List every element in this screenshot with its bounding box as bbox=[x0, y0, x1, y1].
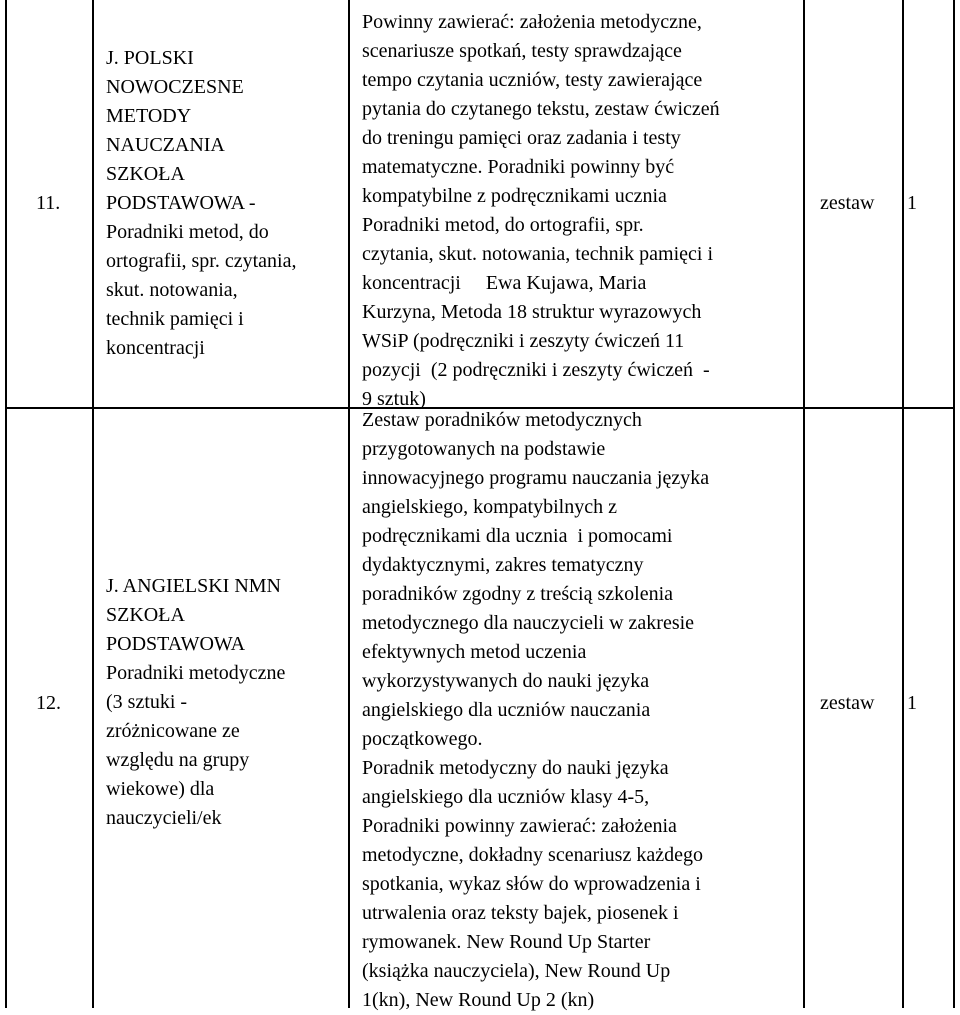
item-quantity: 1 bbox=[907, 192, 917, 214]
table-border-col4 bbox=[902, 0, 904, 1008]
table-border-col1 bbox=[92, 0, 94, 1008]
table-border-left bbox=[5, 0, 7, 1008]
row-number: 11. bbox=[36, 192, 61, 214]
item-description: Zestaw poradników metodycznych przygotowanych na podstawie innowacyjnego programu nauczania języka angielskiego, kompatybilnych z podręcznikami dla ucznia i pomocami dydaktycznymi, zakres tematyczny poradników zgodny z treścią szkolenia metodycznego dla nauczycieli w zakresie efektywnych metod uczenia wykorzystywanych do nauki języka angielskiego dla uczniów nauczania początkowego. Poradnik metodyczny do nauki języka angielskiego dla uczniów klasy 4-5, Poradniki powinny zawierać: założenia metodyczne, dokładny scenariusz każdego spotkania, wykaz słów do wprowadzenia i utrwalenia oraz teksty bajek, piosenek i rymowanek. New Round Up Starter (książka nauczyciela), New Round Up 1(kn), New Round Up 2 (kn) bbox=[362, 409, 710, 1011]
item-description: Powinny zawierać: założenia metodyczne, scenariusze spotkań, testy sprawdzające tempo czytania uczniów, testy zawierające pytania do czytanego tekstu, zestaw ćwiczeń do treningu pamięci oraz zadania i testy matematyczne. Poradniki powinny być kompatybilne z podręcznikami ucznia Poradniki metod, do ortografii, spr. czytania, skut. notowania, technik pamięci i koncentracji Ewa Kujawa, Maria Kurzyna, Metoda 18 struktur wyrazowych WSiP (podręczniki i zeszyty ćwiczeń 11 pozycji (2 podręczniki i zeszyty ćwiczeń - 9 sztuk) bbox=[362, 11, 720, 410]
table-border-col3 bbox=[803, 0, 805, 1008]
table-border-col2 bbox=[348, 0, 350, 1008]
item-name: J. POLSKI NOWOCZESNE METODY NAUCZANIA SZKOŁA PODSTAWOWA - Poradniki metod, do ortografii, spr. czytania, skut. notowania, technik pamięci i koncentracji bbox=[106, 47, 297, 359]
table-border-right bbox=[953, 0, 955, 1008]
item-name: J. ANGIELSKI NMN SZKOŁA PODSTAWOWA Poradniki metodyczne (3 sztuki - zróżnicowane ze względu na grupy wiekowe) dla nauczycieli/ek bbox=[106, 575, 286, 829]
item-quantity: 1 bbox=[907, 692, 917, 714]
item-unit: zestaw bbox=[820, 192, 875, 214]
row-number: 12. bbox=[36, 692, 61, 714]
item-unit: zestaw bbox=[820, 692, 875, 714]
